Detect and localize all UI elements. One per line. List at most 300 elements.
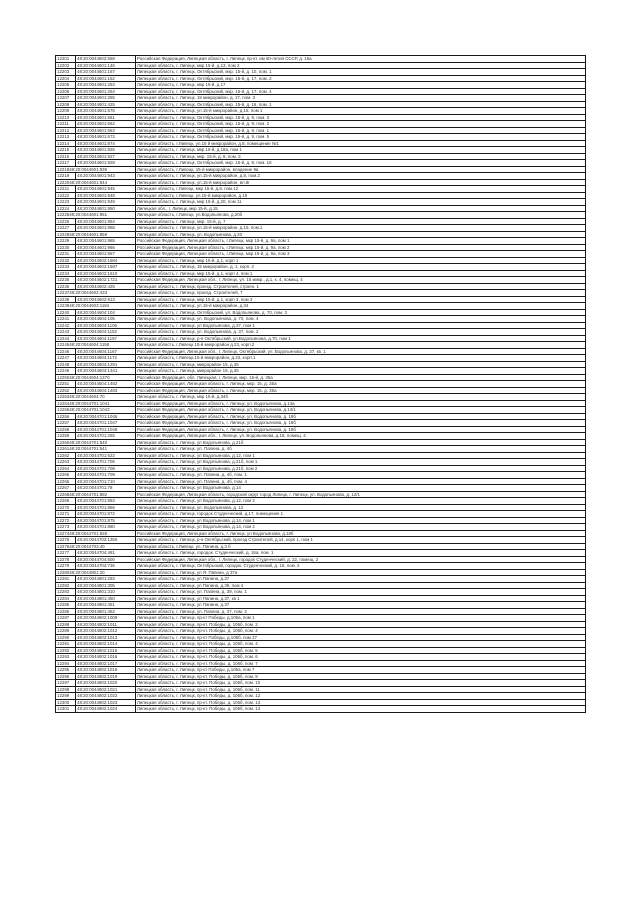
cadastral-number-cell: 48:20:0044801:305 xyxy=(76,582,136,589)
cadastral-number-cell: 48:20:0044604:1482 xyxy=(76,381,136,388)
cadastral-number-cell: 48:20:0044701:255 xyxy=(76,433,136,440)
row-number: 12283 xyxy=(57,589,70,594)
cadastral-number-cell: 48:20:0044602:813 xyxy=(76,296,136,303)
address-cell: Липецкая область, г. Липецк, ул. Папина, д. 37, пом. 2 xyxy=(136,608,586,615)
address-cell: Липецкая область, г. Липецк, пр-кт. Победы, д. 106б, пом. 4 xyxy=(136,641,586,648)
cadastral-number-cell: 48:20:0044601:662 xyxy=(76,121,136,128)
row-number-cell xyxy=(56,231,108,238)
cadastral-number-cell: 48:20:0044704:736 xyxy=(76,563,136,570)
row-number: 12249 xyxy=(57,368,70,373)
row-number: 12275 xyxy=(57,537,70,542)
address-cell: Липецкая область, г. Липецк, Октябрьский, мкр. 15-й, д. 16, пом. 1 xyxy=(136,101,586,108)
cadastral-number-cell: 48:20:0044601:874 xyxy=(76,140,136,147)
cadastral-number-cell: 48:20:0044704:600 xyxy=(76,556,136,563)
cadastral-number-cell: 48:20:0044802:1013 xyxy=(76,634,136,641)
address-cell: Липецкая область, г. Липецк, пр-кт. Победы, д. 106б, пом. 7 xyxy=(136,660,586,667)
row-number: 12278 xyxy=(57,556,70,562)
address-cell: Липецкая область, г. Липецк, 15 микрорайон, д. 1, корп. 2 xyxy=(136,264,586,271)
row-number: 12207 xyxy=(57,95,70,100)
address-cell: Российская Федерация, Липецкая область, г.Липецк, мкр 15-й, д. 9а, пом 3 xyxy=(136,251,586,258)
row-number: 12220 xyxy=(57,179,70,185)
land-plot-cadastral-number: 48:20:0044604:1158 xyxy=(69,342,110,347)
cadastral-number-cell: 48:20:0044602:1587 xyxy=(76,264,136,271)
row-number-cell xyxy=(56,407,110,414)
address-cell: Липецкая область, г. Липецк, ул. Папина, д. 4б xyxy=(136,446,586,453)
address-cell: Липецкая область, г. Липецк, ул Водопьянова, д.21б, пом 2 xyxy=(136,465,586,472)
address-cell: Липецкая область, г. Липецк, городок. Студенческий, д. 16а, пом. 1 xyxy=(136,550,586,557)
address-cell: Липецкая область, г. Липецк, ул Водопьянова, д.14, пом 2 xyxy=(136,524,586,531)
land-plot-cadastral-number: 48:20:0044701:1043 xyxy=(69,407,110,412)
row-number: 12272 xyxy=(57,517,70,523)
row-number: 12225 xyxy=(57,212,70,217)
address-cell: Российская Федерация, Липецкая область, г. Липецк, ул. Водопьянова, д. 18б xyxy=(136,426,586,433)
address-cell: Липецкая область, г. Липецк, ул.15-й микрорайон, д.15, пом 1 xyxy=(136,108,586,115)
cadastral-number-cell: 48:20:0044602:425 xyxy=(76,283,136,290)
cadastral-number-cell: 48:20:0044802:1022 xyxy=(76,693,136,700)
address-cell: Российская Федерация, Липецкая область, г. Липецк, пр-кт. им 60-летия СССР, д. 16а xyxy=(136,56,586,63)
cadastral-number-cell: 48:20:0044701:710 xyxy=(76,478,136,485)
address-cell: Российская Федерация, Липецкая область, г. Липецк, ул Водопьянова, д.18б xyxy=(136,530,586,537)
address-cell: Липецкая область, г. Липецк, ул Папина, д.37 xyxy=(136,602,586,609)
land-plot-cadastral-number: 48:20:0044601:944 xyxy=(69,179,108,185)
cadastral-number-cell: 48:20:0044702:1350 xyxy=(76,537,136,544)
row-number: 12205 xyxy=(57,82,70,87)
address-cell: Российская Федерация, Липецкая область, г. Липецк, ул. Водопьянова, д.14а xyxy=(136,400,586,407)
row-number: 12254 xyxy=(57,400,70,406)
address-cell: Российская Федерация, Липецкая обл., г. Липецк, ул. Водопьянова, д.18, помещ. 4 xyxy=(136,433,586,440)
row-number: 12240 xyxy=(57,309,70,315)
address-cell: Липецкая область, г. Липецк, пр-кт Победы, д.106б, пом 27 xyxy=(136,634,586,641)
row-number: 12297 xyxy=(57,680,70,685)
row-number: 12251 xyxy=(57,381,70,386)
cadastral-number-cell: 48:20:0044802:1015 xyxy=(76,647,136,654)
row-number: 12236 xyxy=(57,283,70,289)
address-cell: Липецкая область, г. Липецк, мкр 15-й, д.34б xyxy=(136,394,586,401)
cadastral-objects-table xyxy=(55,55,586,713)
address-cell: Липецкая область, г. Липецк, ул Водопьянова, д.12, пом 1 xyxy=(136,452,586,459)
row-number-cell xyxy=(56,446,108,453)
row-number: 12204 xyxy=(57,75,70,81)
address-cell: Липецкая область, г. Липецк, пр-кт. Победы, д. 106б, пом. 9 xyxy=(136,673,586,680)
row-number: 12247 xyxy=(57,355,70,360)
cadastral-number-cell: 48:20:0044601:966 xyxy=(76,244,136,251)
row-number: 12201 xyxy=(57,56,70,61)
cadastral-number-cell: 48:20:0044601:254 xyxy=(76,88,136,95)
address-cell: Липецкая область, г. Липецк, мкр 15-й, д.13, пом 2 xyxy=(136,62,586,69)
address-cell: Липецкая область, г. Липецк, ул Я. Папина, д 37а xyxy=(136,569,586,576)
row-number: 12291 xyxy=(57,641,70,646)
row-number: 12217 xyxy=(57,160,70,165)
address-cell: Липецкая область, г. Липецк, Октябрьский, мкр. 15-й, д. 9, пом. 5 xyxy=(136,134,586,141)
address-cell: Липецкая область, г. Липецк, ул.15-й микрорайон, вл.8г xyxy=(136,179,586,186)
land-plot-cadastral-number: 48:20:0044601:951 xyxy=(69,212,108,217)
cadastral-number-cell: 48:20:0044704:481 xyxy=(76,550,136,557)
row-number: 12294 xyxy=(57,660,70,666)
address-cell: Липецкая область, г. Липецк, пр-кт. Победы, д. 106б, пом. 11 xyxy=(136,686,586,693)
row-number: 12214 xyxy=(57,140,70,146)
row-number: 12237 xyxy=(57,290,70,295)
row-number: 12286 xyxy=(57,608,70,614)
address-cell: Липецкая область, г. Липецк, ул. Папина, д. 4б, пом. 1 xyxy=(136,472,586,479)
cadastral-number-cell: 48:20:0044801:450 xyxy=(76,595,136,602)
address-cell: Российская Федерация, обл. Липецкая, г. Липецк, мкр. 15-й, д. 35а xyxy=(136,374,586,381)
address-cell: Российская Федерация, Липецкая область, г. Липецк, ул. Водопьянова, д. 18б xyxy=(136,413,586,420)
row-number: 12206 xyxy=(57,88,70,94)
address-cell: Липецкая область, г. Липецк, ул Папина, д.37 xyxy=(136,576,586,583)
row-number: 12219 xyxy=(57,173,70,178)
address-cell: Липецкая область, г. Липецк, проезд. Строителей, 7 xyxy=(136,290,586,297)
row-number: 12223 xyxy=(57,199,70,204)
row-number: 12255 xyxy=(57,407,70,412)
address-cell: Липецкая обл., г. Липецк, мкр 15-й, д.15 xyxy=(136,205,586,212)
cadastral-number-cell: 48:20:0044701:866 xyxy=(76,504,136,511)
row-number-cell xyxy=(56,303,110,310)
cadastral-number-cell: 48:20:0044604:105 xyxy=(76,316,136,323)
row-number: 12222 xyxy=(57,192,70,198)
cadastral-number-cell: 48:20:0044601:949 xyxy=(76,199,136,206)
row-number: 12256 xyxy=(57,413,70,419)
row-number: 12281 xyxy=(57,576,70,581)
row-number: 12271 xyxy=(57,511,70,516)
row-number: 12269 xyxy=(57,498,70,503)
address-cell: Липецкая область, г. Липецк, пр-кт. Победы, д. 106б, пом. 13 xyxy=(136,699,586,706)
cadastral-number-cell: 48:20:0044601:958 xyxy=(76,225,136,232)
land-plot-cadastral-number: 48:20:0044703:40 xyxy=(69,543,105,549)
row-number-cell xyxy=(56,394,105,401)
cadastral-number-cell: 48:20:0044802:1012 xyxy=(76,628,136,635)
cadastral-number-cell: 48:20:0044601:672 xyxy=(76,134,136,141)
land-plot-cadastral-number: 48:20:0044602:433 xyxy=(69,290,108,295)
cadastral-number-cell: 48:20:0044701:708 xyxy=(76,465,136,472)
address-cell: Липецкая область, г. Липецк, ул. Водопьянова, д. 12 xyxy=(136,504,586,511)
address-cell: Липецкая область, г.Липецк, ул.15 й микрорайон, д.8, помещение №1 xyxy=(136,140,586,147)
address-cell: Липецкая область, г. Липецк, ул. Папина, д. 4б, пом. 4 xyxy=(136,478,586,485)
cadastral-number-cell: 48:20:0044604:1341 xyxy=(76,368,136,375)
address-cell: Липецкая область, г. Липецк, ул Папина, д.37, кв 1 xyxy=(136,595,586,602)
cadastral-number-cell: 48:20:0044801:310 xyxy=(76,589,136,596)
cadastral-number-cell: 48:20:0044701:863 xyxy=(76,498,136,505)
address-cell: Липецкая область, г. Липецк, ул. Папина, д. 39, пом. 1 xyxy=(136,589,586,596)
row-number: 12209 xyxy=(57,108,70,113)
address-cell: Липецкая область, г. Липецк, микрорайон 15, д.35 xyxy=(136,368,586,375)
row-number: 12248 xyxy=(57,361,70,367)
address-cell: Липецкая область, г. Липецк, микрорайон 15, д.35 xyxy=(136,361,586,368)
address-cell: Липецкая область, г. Липецк, р-н Октябрьский, проезд Строителей, д.14, корп 1, пом 1 xyxy=(136,537,586,544)
address-cell: Липецкая область, г. Липецк, мкр. 15-й, д. 8, пом. 3 xyxy=(136,153,586,160)
address-cell: Липецкая область, г. Липецк, Октябрьский, мкр. 15-й, д. 17, пом. 4 xyxy=(136,88,586,95)
cadastral-number-cell: 48:20:0044602:1584 xyxy=(76,257,136,264)
row-number: 12250 xyxy=(57,374,70,380)
address-cell: Липецкая область, г.Липецк,15-й микрорайон, д.23, корп.1 xyxy=(136,355,586,362)
row-number-cell xyxy=(56,569,105,576)
address-cell: Российская Федерация, Липецкая область, г.Липецк, мкр 15-й, д. 9а, пом 1 xyxy=(136,238,586,245)
row-number: 12231 xyxy=(57,251,70,256)
cadastral-number-cell: 48:20:0044604:1172 xyxy=(76,355,136,362)
address-cell: Липецкая область, г. Липецк, ул Водопьянова, д.21б, пом 1 xyxy=(136,459,586,466)
cadastral-number-cell: 48:20:0044802:1018 xyxy=(76,667,136,674)
address-cell: Липецкая область, г. Липецк, мкр 15-й, д.1, корп 4, пом 1 xyxy=(136,270,586,277)
row-number: 12234 xyxy=(57,270,70,276)
cadastral-number-cell: 48:20:0044802:1024 xyxy=(76,706,136,713)
row-number: 12260 xyxy=(57,439,70,445)
row-number: 12263 xyxy=(57,459,70,464)
row-number: 12227 xyxy=(57,225,70,230)
cadastral-number-cell: 48:20:0044601:926 xyxy=(76,147,136,154)
cadastral-number-cell: 48:20:0044701:622 xyxy=(76,452,136,459)
table-row xyxy=(56,706,586,713)
cadastral-number-cell: 48:20:0044602:1721 xyxy=(76,277,136,284)
row-number: 12253 xyxy=(57,394,70,399)
address-cell: Липецкая область, г. Липецк, пр-кт. Победы, д. 106б, пом. 5 xyxy=(136,647,586,654)
row-number-cell xyxy=(56,530,108,537)
address-cell: Липецкая область, г. Липецк, мкр 15-й, д.18а, пом 1 xyxy=(136,147,586,154)
row-number: 12246 xyxy=(57,348,70,354)
row-number: 12266 xyxy=(57,478,70,484)
row-number-cell xyxy=(56,166,108,173)
cadastral-number-cell: 48:20:0044801:293 xyxy=(76,576,136,583)
row-number: 12226 xyxy=(57,218,70,224)
address-cell: Российская Федерация, Липецкая обл., г. Липецк, Октябрьский, ул. Водопьянова, д. 37, кв. 1 xyxy=(136,348,586,355)
cadastral-number-cell: 48:20:0044604:1157 xyxy=(76,335,136,342)
row-number: 12274 xyxy=(57,530,70,536)
cadastral-number-cell: 48:20:0044601:255 xyxy=(76,95,136,102)
address-cell: Липецкая область, г. Липецк, Октябрьский, мкр. 15-й, д. 10, пом. 1 xyxy=(136,69,586,76)
cadastral-number-cell: 48:20:0044802:1017 xyxy=(76,660,136,667)
cadastral-number-cell: 48:20:0044601:927 xyxy=(76,153,136,160)
row-number: 12216 xyxy=(57,153,70,159)
row-number-cell xyxy=(56,342,110,349)
cadastral-number-cell: 48:20:0044801:462 xyxy=(76,608,136,615)
row-number: 12301 xyxy=(57,706,70,711)
cadastral-number-cell: 48:20:0044502:568 xyxy=(76,56,136,63)
row-number: 12212 xyxy=(57,127,70,133)
cadastral-number-cell: 48:20:0044604:104 xyxy=(76,309,136,316)
cadastral-number-cell: 48:20:0044701:1046 xyxy=(76,413,136,420)
row-number: 12264 xyxy=(57,465,70,471)
cadastral-number-cell: 48:20:0044601:661 xyxy=(76,114,136,121)
address-cell: Липецкая область, г. Липецк, мкр 15-й, д.1, корп 1 xyxy=(136,257,586,264)
row-number-cell xyxy=(56,439,108,446)
address-cell: Липецкая область, г. Липецк, ул Водопьянова, д.14 xyxy=(136,485,586,492)
row-number: 12210 xyxy=(57,114,70,120)
address-cell: Липецкая область, г. Липецк, 15 микрорайон, д. 17, пом. 3 xyxy=(136,95,586,102)
row-number-cell xyxy=(56,491,108,498)
row-number-cell xyxy=(56,374,110,381)
cadastral-number-cell: 48:20:0044604:1167 xyxy=(76,348,136,355)
cadastral-number-cell: 48:20:0044601:950 xyxy=(76,205,136,212)
cadastral-number-cell: 48:20:0044601:965 xyxy=(76,238,136,245)
row-number: 12203 xyxy=(57,69,70,74)
land-plot-cadastral-number: 48:20:0044604:1370 xyxy=(69,374,110,380)
land-plot-cadastral-number: 48:20:0044701:1041 xyxy=(69,400,110,406)
address-cell: Липецкая область, г. Липецк, Октябрьский, ул. Водопьянова, д. 70, пом. 3 xyxy=(136,309,586,316)
address-cell: Липецкая область, г. Липецк, мкр 15-й, д.1, корп 3, пом 3 xyxy=(136,296,586,303)
land-plot-cadastral-number: 48:20:0044603:1184 xyxy=(69,303,110,308)
row-number: 12224 xyxy=(57,205,70,211)
address-cell: Липецкая область, г. Липецк, Октябрьский, мкр. 15-й, д. 9, пом. 2 xyxy=(136,121,586,128)
land-plot-cadastral-number: 48:20:0044701:540 xyxy=(69,439,108,445)
address-cell: Липецкая область, г. Липецк, ул.15-й микрорайон, д.34 xyxy=(136,303,586,310)
row-number: 12292 xyxy=(57,647,70,653)
row-number-cell xyxy=(56,212,108,219)
cadastral-number-cell: 48:20:0044802:1021 xyxy=(76,686,136,693)
row-number: 12213 xyxy=(57,134,70,139)
cadastral-number-cell: 48:20:0044701:875 xyxy=(76,517,136,524)
address-cell: Российская Федерация, Липецкая обл., г. Липецк, ул. 15 микр., д.1, к. 4, помещ. 4 xyxy=(136,277,586,284)
address-cell: Липецкая область, г. Липецк, пр-кт. Победы, д. 106б, пом. 12 xyxy=(136,693,586,700)
cadastral-number-cell: 48:20:0044601:943 xyxy=(76,173,136,180)
cadastral-number-cell: 48:20:0044701:78 xyxy=(76,485,136,492)
cadastral-number-cell: 48:20:0044602:1610 xyxy=(76,270,136,277)
row-number: 12244 xyxy=(57,335,70,341)
cadastral-number-cell: 48:20:0044601:425 xyxy=(76,101,136,108)
address-cell: Липецкая область, г. Липецк, городок Студенческий, д.17, помещение 1 xyxy=(136,511,586,518)
address-cell: Липецкая область, г. Липецк, ул. Водопьянова, д.20 xyxy=(136,231,586,238)
row-number: 12284 xyxy=(57,595,70,601)
address-cell: Липецкая область, г. Липецк, ул Папина, д.39, пом 4 xyxy=(136,582,586,589)
cadastral-number-cell: 48:20:0044801:451 xyxy=(76,602,136,609)
address-cell: Липецкая область, г. Липецк, пр-кт. Победы, д. 106б, пом. 10 xyxy=(136,680,586,687)
address-cell: Российская Федерация, Липецкая обл., г. Липецк, городок Студенческий, д. 22, помещ. 2 xyxy=(136,556,586,563)
row-number: 12262 xyxy=(57,452,70,458)
row-number: 12241 xyxy=(57,316,70,321)
row-number: 12257 xyxy=(57,420,70,425)
row-number: 12202 xyxy=(57,62,70,68)
address-cell: Липецкая область, г. Липецк, ул.15-й микрорайон, д.15, пом.1 xyxy=(136,225,586,232)
address-cell: Липецкая область, г. Липецк, пр-кт. Победы, д. 106б, пом. 2 xyxy=(136,621,586,628)
address-cell: Липецкая область, г.Липецк, 15-й микрорайон, владение 9а xyxy=(136,166,586,173)
cadastral-number-cell: 48:20:0044601:253 xyxy=(76,82,136,89)
row-number-cell xyxy=(56,179,108,186)
address-cell: Российская Федерация, Липецкая область, городской округ город Липецк, г. Липецк, ул. Водопьянова, д. 12/1 xyxy=(136,491,586,498)
cadastral-number-cell: 48:20:0044604:1106 xyxy=(76,322,136,329)
cadastral-number-cell: 48:20:0044802:1023 xyxy=(76,699,136,706)
address-cell: Липецкая область, г. Липецк, пр-кт Победы, д.106а, пом 1 xyxy=(136,615,586,622)
address-cell: Российская Федерация, Липецкая область, г. Липецк, ул. Водопьянова, д. 18б xyxy=(136,420,586,427)
address-cell: Липецкая область, г. Липецк, ул Водопьянова, д.37, пом 1 xyxy=(136,322,586,329)
row-number-cell xyxy=(56,290,108,297)
address-cell: Российская Федерация, Липецкая область, г.Липецк, мкр 15-й, д. 9а, пом 2 xyxy=(136,244,586,251)
row-number: 12298 xyxy=(57,686,70,692)
address-cell: Липецкая область, г. Липецк, мкр 15-й, д.20, пом 11 xyxy=(136,199,586,206)
address-cell: Липецкая область, г. Липецк, Октябрьский, городок. Студенческий, д. 16, пом. 2 xyxy=(136,563,586,570)
row-number-cell xyxy=(56,706,76,713)
row-number: 12265 xyxy=(57,472,70,477)
cadastral-number-cell: 48:20:0044601:157 xyxy=(76,69,136,76)
row-number: 12208 xyxy=(57,101,70,107)
cadastral-number-cell: 48:20:0044701:1048 xyxy=(76,426,136,433)
row-number-cell xyxy=(56,400,110,407)
cadastral-number-cell: 48:20:0044601:967 xyxy=(76,251,136,258)
address-cell: Липецкая область, г. Липецк, р-н Октябрьский, ул.Водопьянова, д.70, пом 1 xyxy=(136,335,586,342)
land-plot-cadastral-number: 48:20:0044801:20 xyxy=(69,569,105,575)
row-number: 12276 xyxy=(57,543,70,549)
row-number: 12270 xyxy=(57,504,70,510)
address-cell: Липецкая область, г. Липецк, ул. Водопьянова, д. 70, пом. 4 xyxy=(136,316,586,323)
address-cell: Российская Федерация, Липецкая область, г. Липецк, мкр. 15, д. 35а xyxy=(136,381,586,388)
row-number: 12279 xyxy=(57,563,70,568)
row-number: 12232 xyxy=(57,257,70,263)
cadastral-number-cell: 48:20:0044802:1011 xyxy=(76,621,136,628)
row-number: 12243 xyxy=(57,329,70,334)
row-number: 12287 xyxy=(57,615,70,620)
land-plot-cadastral-number: 48:20:0044701:541 xyxy=(69,446,108,451)
address-cell: Липецкая область, г.Липецк, ул.15-й микрорайон, д.15 xyxy=(136,192,586,199)
address-cell: Липецкая область, г. Липецк, пр-кт. Победы, д. 106б, пом. 6 xyxy=(136,654,586,661)
land-plot-cadastral-number: 48:20:0044701:926 xyxy=(69,530,108,536)
row-number: 12285 xyxy=(57,602,70,607)
cadastral-number-cell: 48:20:0044604:1483 xyxy=(76,387,136,394)
cadastral-number-cell: 48:20:0044701:706 xyxy=(76,459,136,466)
cadastral-number-cell: 48:20:0044601:146 xyxy=(76,62,136,69)
row-number: 12211 xyxy=(57,121,69,126)
row-number: 12268 xyxy=(57,491,70,497)
cadastral-number-cell: 48:20:0044701:872 xyxy=(76,511,136,518)
row-number: 12221 xyxy=(57,186,70,191)
row-number: 12273 xyxy=(57,524,70,529)
row-number: 12261 xyxy=(57,446,70,451)
cadastral-number-cell: 48:20:0044601:663 xyxy=(76,127,136,134)
cadastral-number-cell: 48:20:0044601:162 xyxy=(76,75,136,82)
row-number: 12280 xyxy=(57,569,70,575)
cadastral-number-cell: 48:20:0044802:1008 xyxy=(76,615,136,622)
cadastral-number-cell: 48:20:0044604:1291 xyxy=(76,361,136,368)
row-number: 12267 xyxy=(57,485,70,490)
cadastral-number-cell: 48:20:0044601:578 xyxy=(76,108,136,115)
row-number: 12245 xyxy=(57,342,70,347)
land-plot-cadastral-number: 48:20:0044604:70 xyxy=(69,394,105,399)
row-number: 12238 xyxy=(57,296,70,302)
address-cell: Липецкая область, г. Липецк, пр-кт Победы, д.106а, пом 7 xyxy=(136,667,586,674)
address-cell: Липецкая область, г. Липецк, ул. Водопьянова, д. 37, пом. 2 xyxy=(136,329,586,336)
row-number: 12235 xyxy=(57,277,70,282)
cadastral-number-cell: 48:20:0044601:928 xyxy=(76,160,136,167)
row-number: 12296 xyxy=(57,673,70,679)
address-cell: Липецкая область, г.Липецк 15-й микрорайон д.23, корп.2 xyxy=(136,342,586,349)
address-cell: Липецкая область, г. Липецк, Октябрьский, мкр. 15-й, д. 9, пом. 3 xyxy=(136,114,586,121)
cadastral-number-cell: 48:20:0044802:1014 xyxy=(76,641,136,648)
row-number: 12277 xyxy=(57,550,70,555)
row-number: 12252 xyxy=(57,387,70,393)
address-cell: Липецкая область, г. Липецк, Октябрьский, мкр. 15-й, д. 9, пом. 16 xyxy=(136,160,586,167)
row-number: 12218 xyxy=(57,166,70,172)
address-cell: Липецкая область, г. Липецк, ул Водопьянова, д.14, пом 1 xyxy=(136,517,586,524)
cadastral-number-cell: 48:20:0044802:1019 xyxy=(76,673,136,680)
address-cell: Российская Федерация, Липецкая область, г. Липецк, мкр. 15, д. 35а xyxy=(136,387,586,394)
address-cell: Липецкая область, г. Липецк, Октябрьский, мкр. 15-й, д. 9, пом. 1 xyxy=(136,127,586,134)
cadastral-number-cell: 48:20:0044701:709 xyxy=(76,472,136,479)
address-cell: Липецкая область, г. Липецк, пр-кт. Победы, д. 106б, пом. 14 xyxy=(136,706,586,713)
address-cell: Липецкая область, г.Липецк, мкр 15-й, д.8, пом.12 xyxy=(136,186,586,193)
address-cell: Липецкая область, г. Липецк, пр-кт. Победы, д. 106б, пом. 4 xyxy=(136,628,586,635)
row-number: 12299 xyxy=(57,693,70,698)
address-cell: Липецкая область, г. Липецк, мкр. 15-й, д. 7 xyxy=(136,218,586,225)
address-cell: Липецкая область, г.Липецк, ул. Папина, д.3 б xyxy=(136,543,586,550)
address-cell: Липецкая область, г. Липецк, ул Водопьянова, д.21б xyxy=(136,439,586,446)
row-number: 12282 xyxy=(57,582,70,588)
cadastral-number-cell: 48:20:0044802:1016 xyxy=(76,654,136,661)
cadastral-number-cell: 48:20:0044701:1047 xyxy=(76,420,136,427)
row-number: 12215 xyxy=(57,147,70,152)
row-number: 12239 xyxy=(57,303,70,308)
row-number: 12295 xyxy=(57,667,70,672)
address-cell: Российская Федерация, Липецкая область, г. Липецк, ул. Водопьянова, д.14/1 xyxy=(136,407,586,414)
row-number: 12258 xyxy=(57,426,70,432)
cadastral-number-cell: 48:20:0044601:945 xyxy=(76,186,136,193)
cadastral-number-cell: 48:20:0044601:948 xyxy=(76,192,136,199)
row-number: 12259 xyxy=(57,433,70,438)
row-number: 12300 xyxy=(57,699,70,705)
